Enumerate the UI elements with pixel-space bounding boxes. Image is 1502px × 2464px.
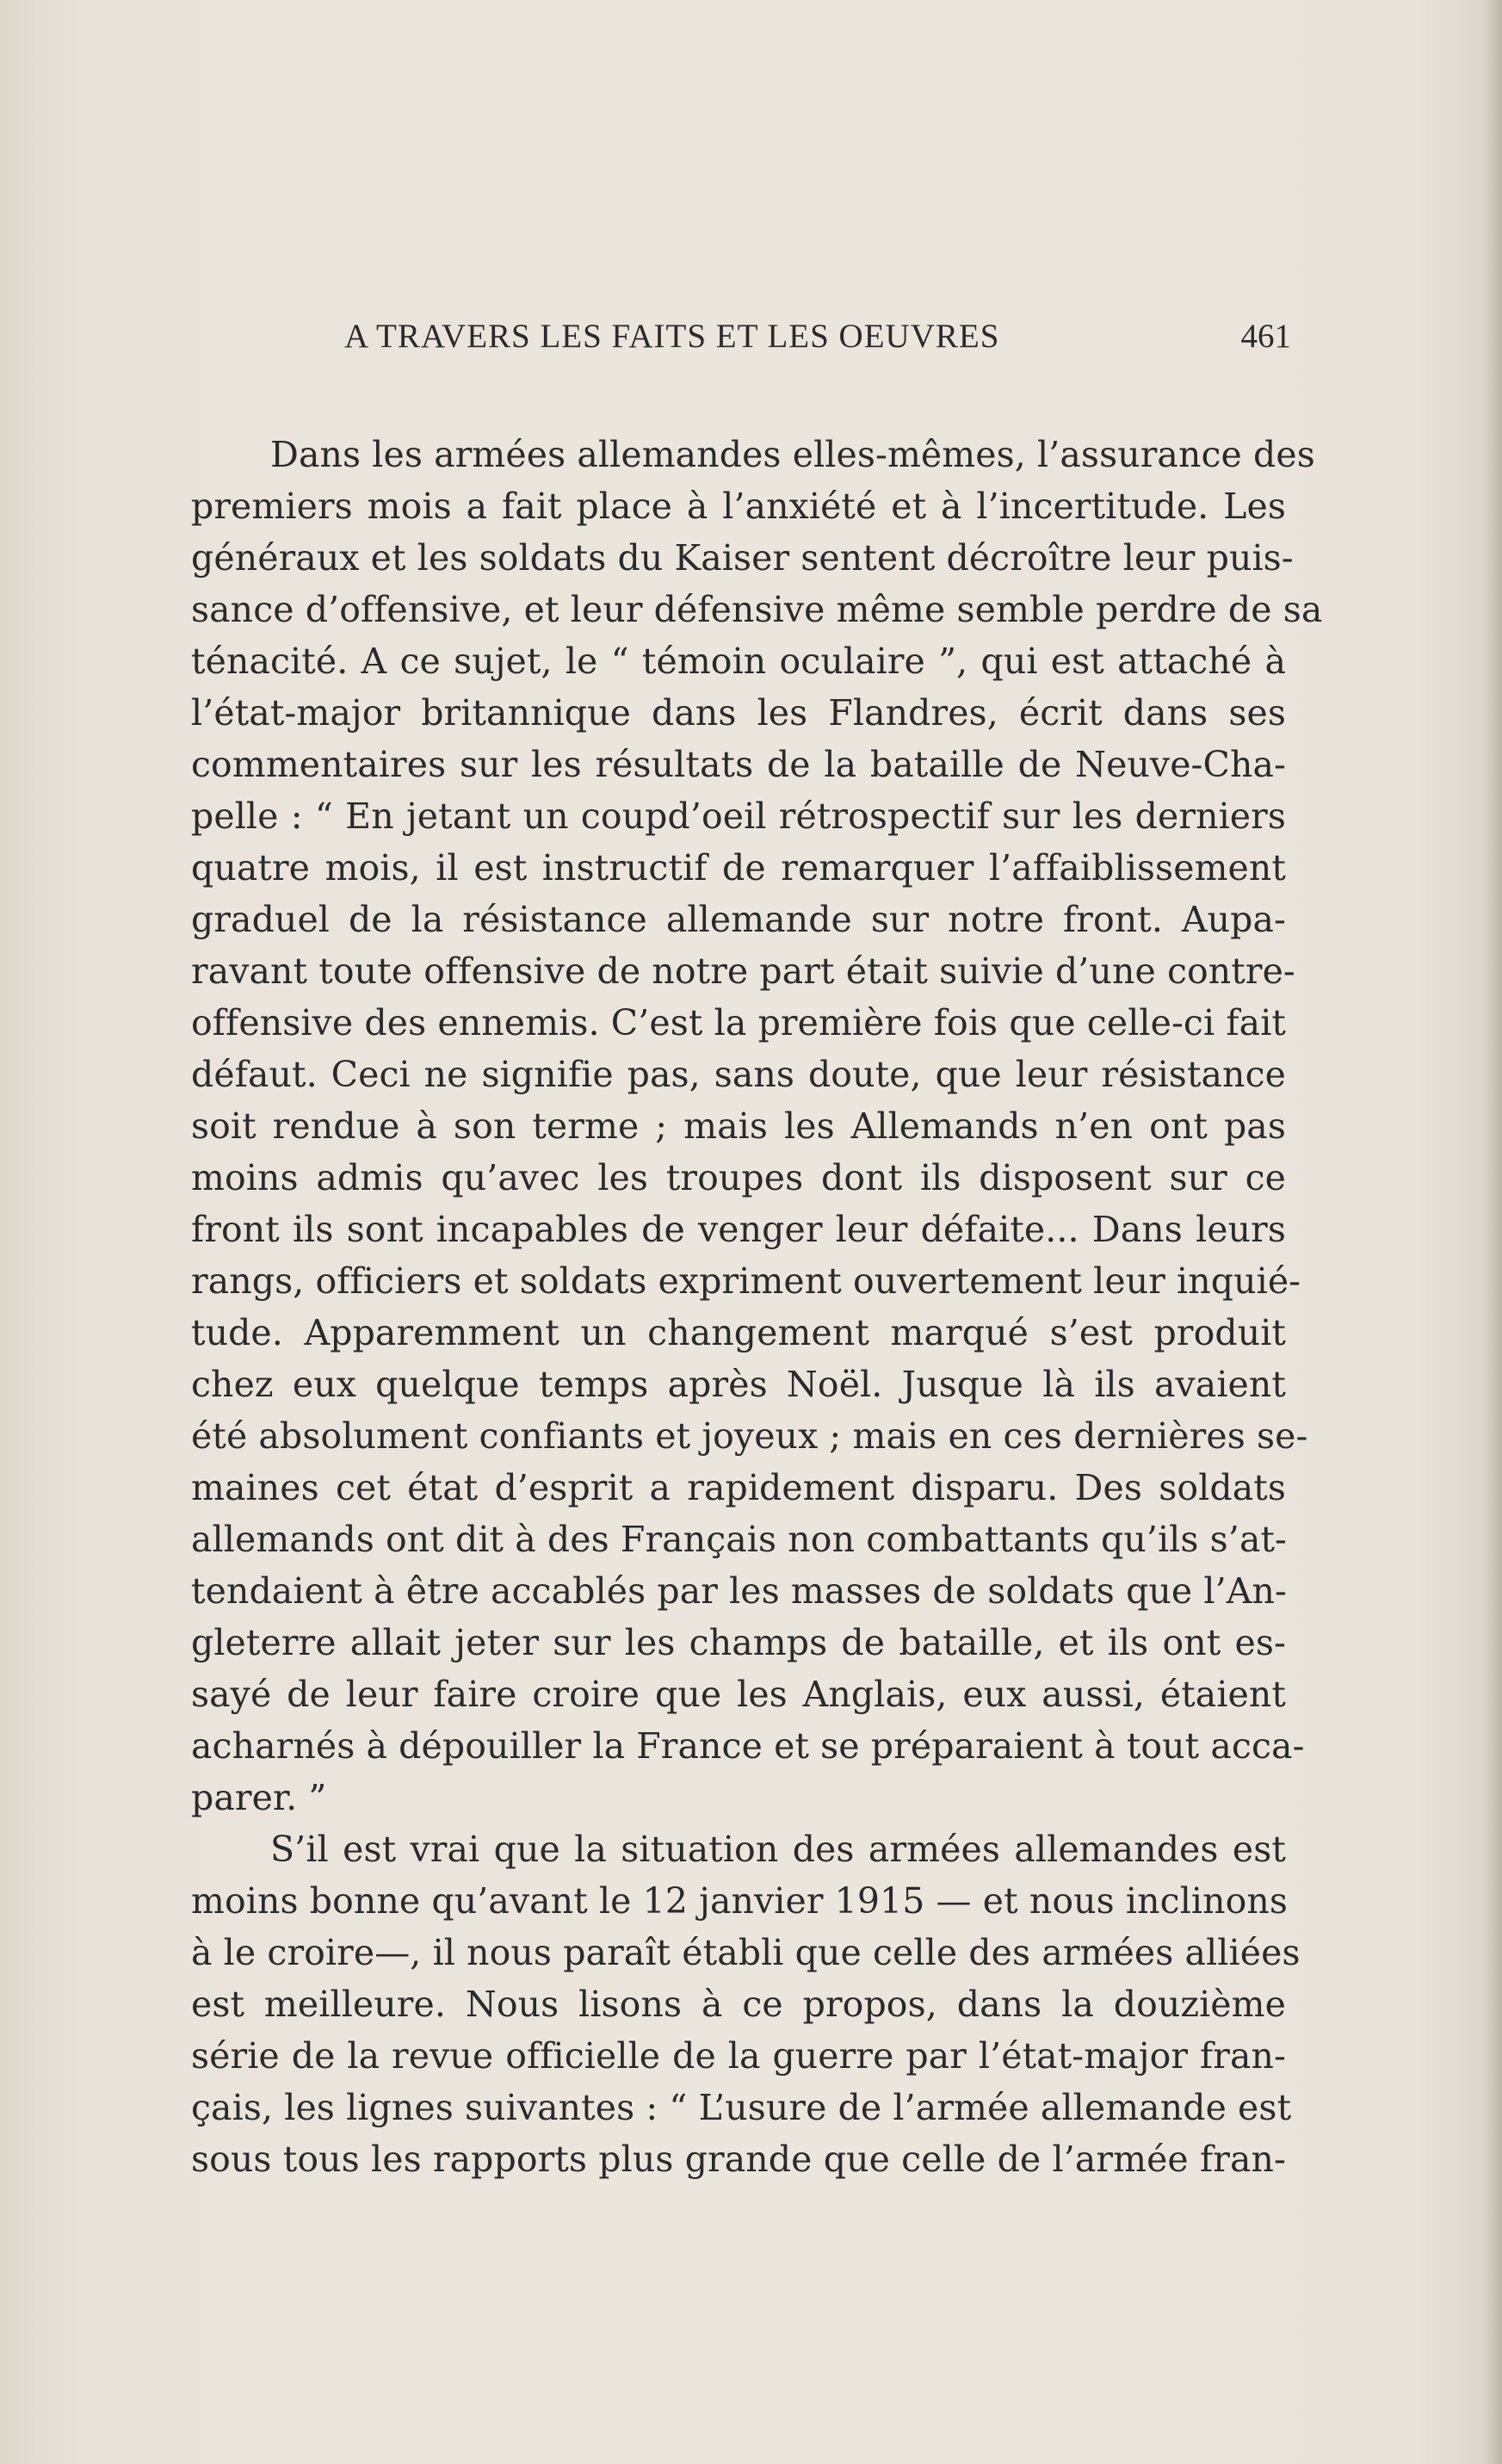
text-line: S’il est vrai que la situation des armées allemandes est bbox=[270, 1829, 1286, 1870]
text-line: défaut. Ceci ne signifie pas, sans doute, que leur résistance bbox=[191, 1054, 1286, 1095]
running-header bbox=[344, 317, 1291, 360]
body-text bbox=[191, 429, 1323, 2185]
text-line: çais, les lignes suivantes : “ L’usure de l’armée allemande est bbox=[191, 2087, 1292, 2128]
text-line: gleterre allait jeter sur les champs de bataille, et ils ont es- bbox=[191, 1622, 1286, 1663]
text-line: est meilleure. Nous lisons à ce propos, dans la douzième bbox=[191, 1984, 1286, 2025]
text-line: rangs, officiers et soldats expriment ouvertement leur inquié- bbox=[191, 1260, 1301, 1302]
text-line: ténacité. A ce sujet, le “ témoin oculaire ”, qui est attaché à bbox=[191, 641, 1286, 682]
text-line: chez eux quelque temps après Noël. Jusque là ils avaient bbox=[191, 1364, 1286, 1405]
text-line: acharnés à dépouiller la France et se préparaient à tout acca- bbox=[191, 1725, 1305, 1767]
page-number: 461 bbox=[1240, 318, 1291, 355]
text-line: Dans les armées allemandes elles-mêmes, l’assurance des bbox=[270, 434, 1315, 475]
text-line: moins bonne qu’avant le 12 janvier 1915 — et nous inclinons bbox=[191, 1880, 1289, 1922]
text-line: série de la revue officielle de la guerre par l’état-major fran- bbox=[191, 2035, 1286, 2077]
text-line: premiers mois a fait place à l’anxiété et à l’incertitude. Les bbox=[191, 486, 1286, 527]
text-line: graduel de la résistance allemande sur notre front. Aupa- bbox=[191, 899, 1286, 940]
text-line: commentaires sur les résultats de la bataille de Neuve-Cha- bbox=[191, 744, 1286, 785]
text-line: allemands ont dit à des Français non combattants qu’ils s’at- bbox=[191, 1519, 1288, 1560]
text-line: sous tous les rapports plus grande que celle de l’armée fran- bbox=[191, 2139, 1286, 2180]
text-line: sance d’offensive, et leur défensive même semble perdre de sa bbox=[191, 589, 1323, 630]
text-line: été absolument confiants et joyeux ; mais en ces dernières se- bbox=[191, 1415, 1308, 1457]
text-line: sayé de leur faire croire que les Anglais, eux aussi, étaient bbox=[191, 1674, 1286, 1715]
text-line: l’état-major britannique dans les Flandres, écrit dans ses bbox=[191, 692, 1286, 734]
text-line: tendaient à être accablés par les masses de soldats que l’An- bbox=[191, 1570, 1287, 1612]
text-line: soit rendue à son terme ; mais les Allemands n’en ont pas bbox=[191, 1105, 1286, 1147]
text-line: maines cet état d’esprit a rapidement disparu. Des soldats bbox=[191, 1467, 1286, 1508]
text-line: offensive des ennemis. C’est la première fois que celle-ci fait bbox=[191, 1002, 1286, 1043]
running-title: A TRAVERS LES FAITS ET LES OEUVRES bbox=[344, 318, 1000, 355]
text-line: à le croire—, il nous paraît établi que celle des armées alliées bbox=[191, 1932, 1301, 1973]
text-line: parer. ” bbox=[191, 1777, 327, 1818]
text-line: généraux et les soldats du Kaiser sentent décroître leur puis- bbox=[191, 537, 1294, 579]
text-line: front ils sont incapables de venger leur défaite... Dans leurs bbox=[191, 1209, 1286, 1250]
text-line: pelle : “ En jetant un coupd’oeil rétrospectif sur les derniers bbox=[191, 796, 1286, 837]
text-line: moins admis qu’avec les troupes dont ils disposent sur ce bbox=[191, 1157, 1286, 1198]
text-line: quatre mois, il est instructif de remarquer l’affaiblissement bbox=[191, 847, 1286, 888]
text-line: tude. Apparemment un changement marqué s’est produit bbox=[191, 1312, 1286, 1353]
text-line: ravant toute offensive de notre part était suivie d’une contre- bbox=[191, 950, 1295, 992]
page-edge-shadow bbox=[1483, 0, 1502, 2464]
